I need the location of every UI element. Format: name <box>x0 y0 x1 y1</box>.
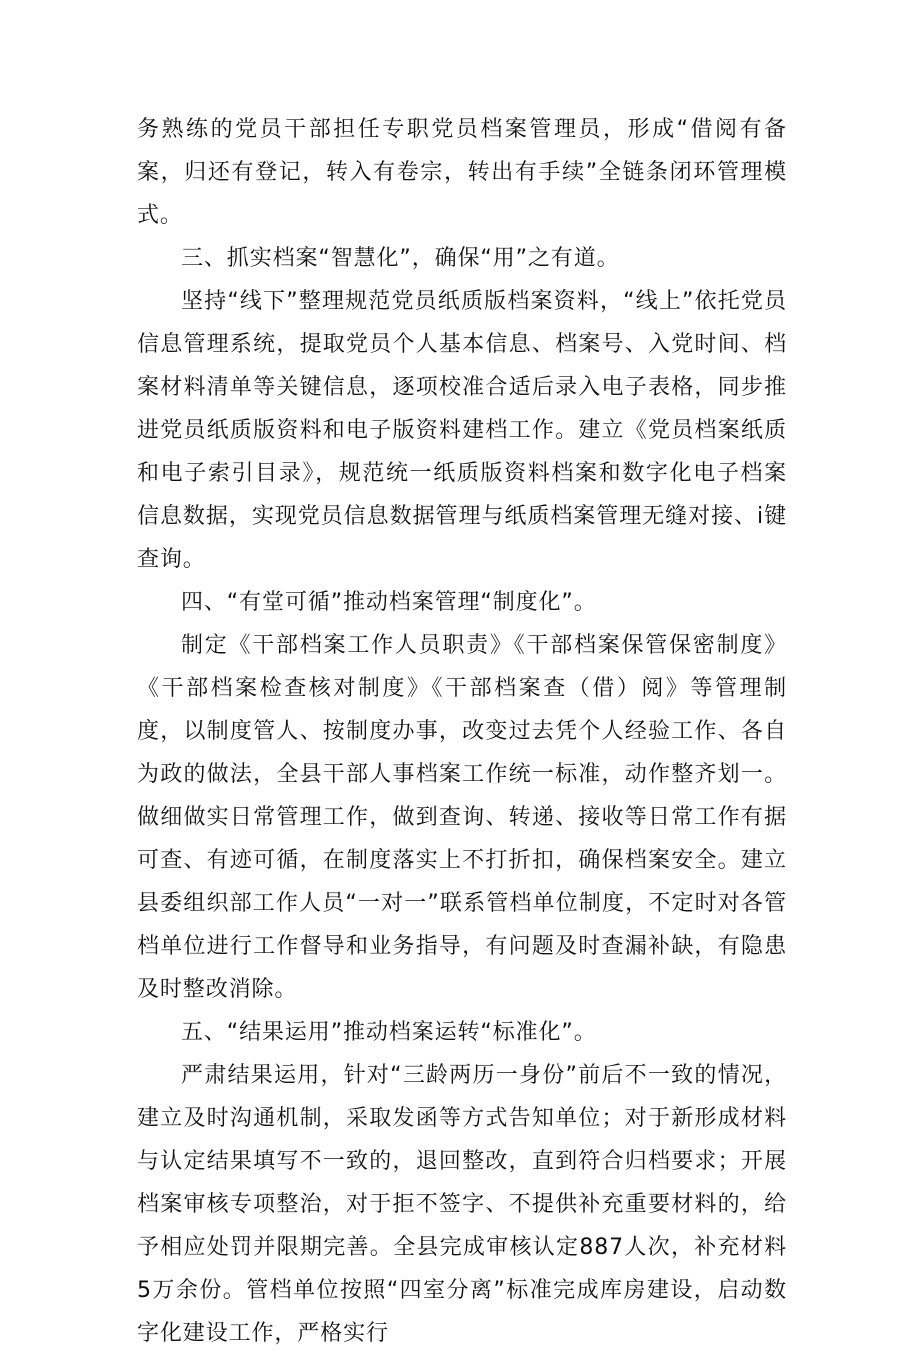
paragraph-smart-archives: 坚持“线下”整理规范党员纸质版档案资料，“线上”依托党员信息管理系统，提取党员个人基本信息、档案号、入党时间、档案材料清单等关键信息，逐项校准合适后录入电子表格，同步推进党员纸质版资料和电子版资料建档工作。建立《党员档案纸质和电子索引目录》，规范统一纸质版资料档案和数字化电子档案信息数据，实现党员信息数据管理与纸质档案管理无缝对接、i键查询。 <box>137 289 787 572</box>
paragraph-standardization: 严肃结果运用，针对“三龄两历一身份”前后不一致的情况，建立及时沟通机制，采取发函等方式告知单位；对于新形成材料与认定结果填写不一致的，退回整改，直到符合归档要求；开展档案审核专项整治，对于拒不签字、不提供补充重要材料的，给予相应处罚并限期完善。全县完成审核认定887人次，补充材料5万余份。管档单位按照“四室分离”标准完成库房建设，启动数字化建设工作，严格实行 <box>137 1063 787 1346</box>
paragraph-institutionalization: 制定《干部档案工作人员职责》《干部档案保管保密制度》《干部档案检查核对制度》《干部档案查（借）阅》等管理制度，以制度管人、按制度办事，改变过去凭个人经验工作、各自为政的做法，全县干部人事档案工作统一标准，动作整齐划一。做细做实日常管理工作，做到查询、转递、接收等日常工作有据可查、有迹可循，在制度落实上不打折扣，确保档案安全。建立县委组织部工作人员“一对一”联系管档单位制度，不定时对各管档单位进行工作督导和业务指导，有问题及时查漏补缺，有隐患及时整改消除。 <box>137 633 787 1002</box>
section-heading-four: 四、“有堂可循”推动档案管理“制度化”。 <box>181 590 597 615</box>
document-body <box>137 108 787 1355</box>
section-heading-three: 三、抓实档案“智慧化”，确保“用”之有道。 <box>181 246 620 271</box>
section-heading-five: 五、“结果运用”推动档案运转“标准化”。 <box>181 1020 597 1045</box>
paragraph-continuation: 务熟练的党员干部担任专职党员档案管理员，形成“借阅有备案，归还有登记，转入有卷宗，转出有手续”全链条闭环管理模式。 <box>137 117 787 228</box>
